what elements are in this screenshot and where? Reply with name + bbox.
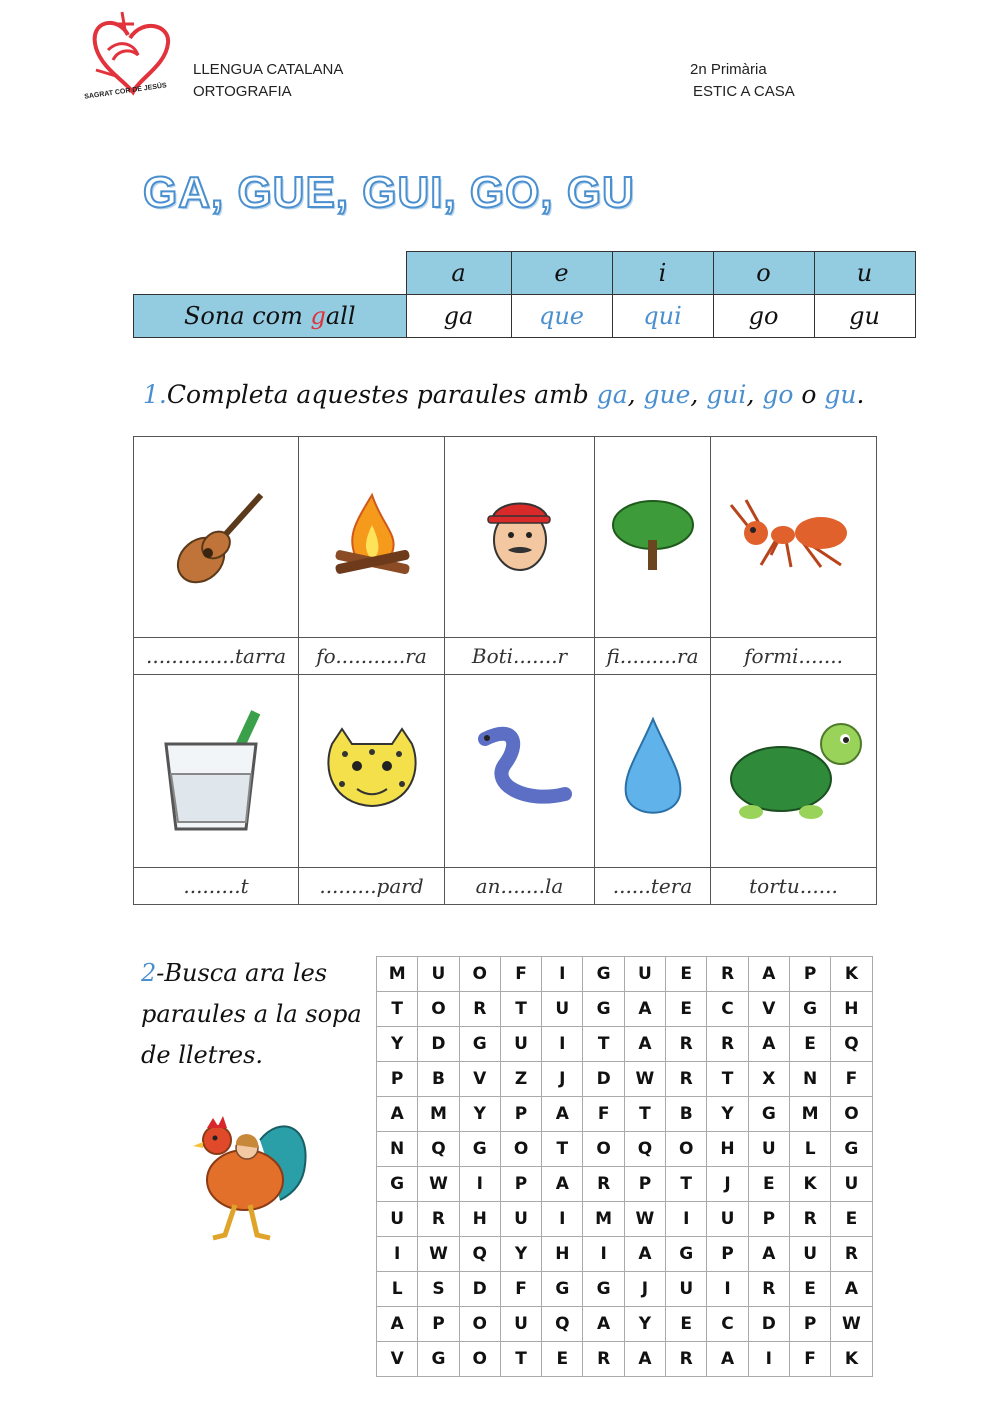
word-search-letter[interactable]: G xyxy=(377,1167,418,1202)
word-search-letter[interactable]: G xyxy=(459,1132,500,1167)
rooster-image xyxy=(185,1110,315,1245)
word-search-row xyxy=(377,1097,873,1132)
word-search-letter[interactable]: I xyxy=(542,957,583,992)
word-search-letter[interactable]: I xyxy=(583,1237,624,1272)
word-search-letter[interactable]: U xyxy=(418,957,459,992)
word-search-letter[interactable]: E xyxy=(666,1307,707,1342)
word-search-letter[interactable]: I xyxy=(377,1237,418,1272)
word-blank: formi....... xyxy=(711,638,877,675)
separator: , xyxy=(690,380,707,409)
leopard-image xyxy=(299,675,445,868)
word-search-row xyxy=(377,1062,873,1097)
word-search-letter[interactable]: A xyxy=(624,1342,665,1377)
word-search-letter[interactable]: P xyxy=(418,1307,459,1342)
word-blank: ......tera xyxy=(595,868,711,905)
syllable-cell: ga xyxy=(406,295,511,338)
word-search-letter[interactable]: W xyxy=(831,1307,872,1342)
guitar-image xyxy=(134,437,299,638)
word-search-letter[interactable]: V xyxy=(748,992,789,1027)
word-search-letter[interactable]: O xyxy=(831,1097,872,1132)
word-search-letter[interactable]: I xyxy=(748,1342,789,1377)
word-search-letter[interactable]: W xyxy=(418,1167,459,1202)
word-search-letter[interactable]: R xyxy=(707,957,748,992)
word-search-letter[interactable]: P xyxy=(748,1202,789,1237)
word-search-letter[interactable]: B xyxy=(666,1097,707,1132)
word-search-letter[interactable]: V xyxy=(377,1342,418,1377)
word-search-letter[interactable]: R xyxy=(583,1342,624,1377)
picture-row-2 xyxy=(134,675,877,868)
word-blank: tortu...... xyxy=(711,868,877,905)
word-search-letter[interactable]: G xyxy=(831,1132,872,1167)
word-search-letter[interactable]: F xyxy=(583,1097,624,1132)
word-search-letter[interactable]: R xyxy=(666,1062,707,1097)
word-search-letter[interactable]: H xyxy=(831,992,872,1027)
word-search-letter[interactable]: Z xyxy=(500,1062,541,1097)
word-search-letter[interactable]: G xyxy=(666,1237,707,1272)
word-search-letter[interactable]: S xyxy=(418,1272,459,1307)
word-search-letter[interactable]: I xyxy=(459,1167,500,1202)
word-search-letter[interactable]: X xyxy=(748,1062,789,1097)
word-search-letter[interactable]: T xyxy=(377,992,418,1027)
word-search-letter[interactable]: H xyxy=(707,1132,748,1167)
vowel-row xyxy=(134,252,916,295)
word-search-letter[interactable]: E xyxy=(789,1272,830,1307)
word-search-letter[interactable]: O xyxy=(459,1307,500,1342)
syllable-cell: que xyxy=(511,295,612,338)
word-search-letter[interactable]: M xyxy=(583,1202,624,1237)
separator: , xyxy=(627,380,644,409)
word-search-letter[interactable]: A xyxy=(707,1342,748,1377)
word-search-letter[interactable]: U xyxy=(377,1202,418,1237)
word-search-letter[interactable]: F xyxy=(789,1342,830,1377)
word-search-letter[interactable]: T xyxy=(583,1027,624,1062)
word-search-letter[interactable]: A xyxy=(624,1237,665,1272)
word-search-letter[interactable]: P xyxy=(377,1062,418,1097)
word-search-letter[interactable]: A xyxy=(624,992,665,1027)
word-search-letter[interactable]: Q xyxy=(542,1307,583,1342)
word-search-letter[interactable]: U xyxy=(500,1202,541,1237)
vowel-cell: o xyxy=(713,252,814,295)
word-search-letter[interactable]: F xyxy=(500,957,541,992)
word-search-letter[interactable]: R xyxy=(707,1027,748,1062)
word-search-letter[interactable]: D xyxy=(418,1027,459,1062)
word-search-letter[interactable]: R xyxy=(748,1272,789,1307)
word-search-letter[interactable]: P xyxy=(624,1167,665,1202)
exercise1-instruction xyxy=(143,380,864,409)
word-search-row xyxy=(377,1132,873,1167)
word-blank: .........t xyxy=(134,868,299,905)
syllable-cell: go xyxy=(713,295,814,338)
word-search-letter[interactable]: Q xyxy=(624,1132,665,1167)
word-search-letter[interactable]: G xyxy=(583,1272,624,1307)
word-search-letter[interactable]: A xyxy=(542,1097,583,1132)
word-search-letter[interactable]: N xyxy=(789,1062,830,1097)
exercise2-text: -Busca ara les paraules a la sopa de lletres. xyxy=(141,959,362,1069)
word-search-letter[interactable]: U xyxy=(500,1027,541,1062)
word-search-row xyxy=(377,1027,873,1062)
word-search-letter[interactable]: K xyxy=(789,1167,830,1202)
word-search-letter[interactable]: R xyxy=(459,992,500,1027)
word-search-letter[interactable]: V xyxy=(459,1062,500,1097)
word-search-letter[interactable]: E xyxy=(789,1027,830,1062)
exercise2-number: 2 xyxy=(141,959,157,987)
sound-label-highlight: g xyxy=(310,302,326,330)
word-search-letter[interactable]: F xyxy=(831,1062,872,1097)
word-search-letter[interactable]: T xyxy=(666,1167,707,1202)
sound-label-prefix: Sona com xyxy=(183,302,311,330)
word-search-letter[interactable]: A xyxy=(624,1027,665,1062)
campfire-image xyxy=(299,437,445,638)
word-search-letter[interactable]: R xyxy=(418,1202,459,1237)
word-search-letter[interactable]: D xyxy=(748,1307,789,1342)
word-search-letter[interactable]: G xyxy=(583,957,624,992)
word-search-letter[interactable]: A xyxy=(542,1167,583,1202)
word-search-grid xyxy=(376,956,873,1377)
word-search-letter[interactable]: Q xyxy=(831,1027,872,1062)
vowel-cell: e xyxy=(511,252,612,295)
word-search-letter[interactable]: R xyxy=(666,1027,707,1062)
word-search-letter[interactable]: E xyxy=(831,1202,872,1237)
sound-label xyxy=(134,295,407,338)
word-search-letter[interactable]: A xyxy=(377,1307,418,1342)
word-search-letter[interactable]: E xyxy=(666,957,707,992)
word-search-letter[interactable]: M xyxy=(377,957,418,992)
exercise1-text: Completa aquestes paraules amb xyxy=(166,380,597,409)
word-search-letter[interactable]: O xyxy=(418,992,459,1027)
word-search-letter[interactable]: P xyxy=(707,1237,748,1272)
word-search-letter[interactable]: T xyxy=(542,1132,583,1167)
syllable-cell: gu xyxy=(814,295,915,338)
word-search-letter[interactable]: U xyxy=(831,1167,872,1202)
word-search-letter[interactable]: H xyxy=(542,1237,583,1272)
word-search-letter[interactable]: G xyxy=(459,1027,500,1062)
word-search-letter[interactable]: A xyxy=(583,1307,624,1342)
word-search-letter[interactable]: T xyxy=(624,1097,665,1132)
word-search-letter[interactable]: L xyxy=(789,1132,830,1167)
word-search-letter[interactable]: G xyxy=(418,1342,459,1377)
word-search-letter[interactable]: G xyxy=(542,1272,583,1307)
word-blank: fo...........ra xyxy=(299,638,445,675)
mode-label: ESTIC A CASA xyxy=(693,83,795,100)
word-search-row xyxy=(377,992,873,1027)
word-search-letter[interactable]: W xyxy=(624,1202,665,1237)
vowel-cell: a xyxy=(406,252,511,295)
word-search-letter[interactable]: R xyxy=(583,1167,624,1202)
topic-label: ORTOGRAFIA xyxy=(193,83,292,100)
option-go: go xyxy=(762,380,794,409)
word-search-letter[interactable]: I xyxy=(666,1202,707,1237)
sound-label-suffix: all xyxy=(325,302,356,330)
word-search-letter[interactable]: O xyxy=(459,1342,500,1377)
word-search-letter[interactable]: T xyxy=(500,992,541,1027)
word-search-letter[interactable]: R xyxy=(789,1202,830,1237)
word-search-letter[interactable]: N xyxy=(377,1132,418,1167)
word-search-letter[interactable]: D xyxy=(583,1062,624,1097)
word-search-letter[interactable]: G xyxy=(789,992,830,1027)
word-search-letter[interactable]: C xyxy=(707,992,748,1027)
option-gui: gui xyxy=(706,380,747,409)
word-search-letter[interactable]: A xyxy=(748,1237,789,1272)
label-row-1 xyxy=(134,638,877,675)
word-search-letter[interactable]: W xyxy=(418,1237,459,1272)
word-search-letter[interactable]: R xyxy=(831,1237,872,1272)
word-search-row xyxy=(377,1307,873,1342)
word-search-letter[interactable]: K xyxy=(831,1342,872,1377)
word-search-letter[interactable]: U xyxy=(624,957,665,992)
word-search-letter[interactable]: O xyxy=(459,957,500,992)
word-search-row xyxy=(377,957,873,992)
word-blank: ..............tarra xyxy=(134,638,299,675)
word-search-letter[interactable]: O xyxy=(583,1132,624,1167)
word-blank: Boti.......r xyxy=(445,638,595,675)
word-search-letter[interactable]: E xyxy=(748,1167,789,1202)
exercise1-number: 1. xyxy=(143,380,167,409)
word-search-row xyxy=(377,1237,873,1272)
syllable-row xyxy=(134,295,916,338)
empty-corner xyxy=(134,252,407,295)
word-search-letter[interactable]: U xyxy=(666,1272,707,1307)
separator: , xyxy=(746,380,763,409)
word-search-letter[interactable]: H xyxy=(459,1202,500,1237)
glass-image xyxy=(134,675,299,868)
word-search-letter[interactable]: C xyxy=(707,1307,748,1342)
word-search-letter[interactable]: I xyxy=(542,1202,583,1237)
word-search-letter[interactable]: I xyxy=(542,1027,583,1062)
water-drop-image xyxy=(595,675,711,868)
word-search-letter[interactable]: A xyxy=(831,1272,872,1307)
word-search-letter[interactable]: A xyxy=(377,1097,418,1132)
eel-image xyxy=(445,675,595,868)
word-search-letter[interactable]: U xyxy=(707,1202,748,1237)
word-search-letter[interactable]: Y xyxy=(707,1097,748,1132)
word-search-letter[interactable]: P xyxy=(789,957,830,992)
tree-image xyxy=(595,437,711,638)
picture-row-1 xyxy=(134,437,877,638)
word-search-letter[interactable]: Y xyxy=(459,1097,500,1132)
word-search-row xyxy=(377,1202,873,1237)
word-search-letter[interactable]: B xyxy=(418,1062,459,1097)
conjunction: o xyxy=(793,380,825,409)
subject-label: LLENGUA CATALANA xyxy=(193,61,344,78)
word-search-letter[interactable]: O xyxy=(500,1132,541,1167)
word-search-letter[interactable]: A xyxy=(748,957,789,992)
word-search-letter[interactable]: U xyxy=(542,992,583,1027)
word-search-letter[interactable]: G xyxy=(583,992,624,1027)
word-blank: .........pard xyxy=(299,868,445,905)
word-search-letter[interactable]: J xyxy=(542,1062,583,1097)
logo-text: SAGRAT COR DE JESÚS xyxy=(83,82,168,101)
ant-image xyxy=(711,437,877,638)
word-search-letter[interactable]: G xyxy=(748,1097,789,1132)
vowel-cell: i xyxy=(612,252,713,295)
option-gu: gu xyxy=(824,380,857,409)
option-gue: gue xyxy=(643,380,691,409)
word-search-letter[interactable]: Q xyxy=(459,1237,500,1272)
word-search-letter[interactable]: F xyxy=(500,1272,541,1307)
word-search-row xyxy=(377,1167,873,1202)
syllable-cell: qui xyxy=(612,295,713,338)
period: . xyxy=(856,380,865,409)
word-search-letter[interactable]: I xyxy=(707,1272,748,1307)
syllable-table xyxy=(133,251,916,338)
word-search-letter[interactable]: Y xyxy=(624,1307,665,1342)
label-row-2 xyxy=(134,868,877,905)
man-face-image xyxy=(445,437,595,638)
word-search-letter[interactable]: E xyxy=(666,992,707,1027)
word-search-letter[interactable]: Q xyxy=(418,1132,459,1167)
word-search-letter[interactable]: T xyxy=(707,1062,748,1097)
word-search-letter[interactable]: U xyxy=(500,1307,541,1342)
word-search-letter[interactable]: J xyxy=(707,1167,748,1202)
word-search-letter[interactable]: K xyxy=(831,957,872,992)
word-search-letter[interactable]: J xyxy=(624,1272,665,1307)
word-search-letter[interactable]: D xyxy=(459,1272,500,1307)
word-search-letter[interactable]: W xyxy=(624,1062,665,1097)
vowel-cell: u xyxy=(814,252,915,295)
word-search-letter[interactable]: A xyxy=(748,1027,789,1062)
word-search-row xyxy=(377,1342,873,1377)
word-search-letter[interactable]: M xyxy=(789,1097,830,1132)
picture-grid xyxy=(133,436,877,905)
turtle-image xyxy=(711,675,877,868)
word-search-letter[interactable]: M xyxy=(418,1097,459,1132)
word-search-letter[interactable]: Y xyxy=(500,1237,541,1272)
exercise2-instruction xyxy=(141,953,371,1076)
word-search-letter[interactable]: P xyxy=(789,1307,830,1342)
word-search-letter[interactable]: T xyxy=(500,1342,541,1377)
page-title: GA, GUE, GUI, GO, GU xyxy=(143,168,635,217)
word-search-letter[interactable]: O xyxy=(666,1132,707,1167)
word-search-letter[interactable]: R xyxy=(666,1342,707,1377)
word-search-letter[interactable]: P xyxy=(500,1167,541,1202)
word-search-letter[interactable]: P xyxy=(500,1097,541,1132)
word-blank: an.......la xyxy=(445,868,595,905)
word-search-row xyxy=(377,1272,873,1307)
word-search-letter[interactable]: U xyxy=(789,1237,830,1272)
word-blank: fi.........ra xyxy=(595,638,711,675)
word-search-letter[interactable]: Y xyxy=(377,1027,418,1062)
option-ga: ga xyxy=(596,380,628,409)
word-search-letter[interactable]: L xyxy=(377,1272,418,1307)
grade-label: 2n Primària xyxy=(690,61,767,78)
word-search-letter[interactable]: U xyxy=(748,1132,789,1167)
word-search-letter[interactable]: E xyxy=(542,1342,583,1377)
